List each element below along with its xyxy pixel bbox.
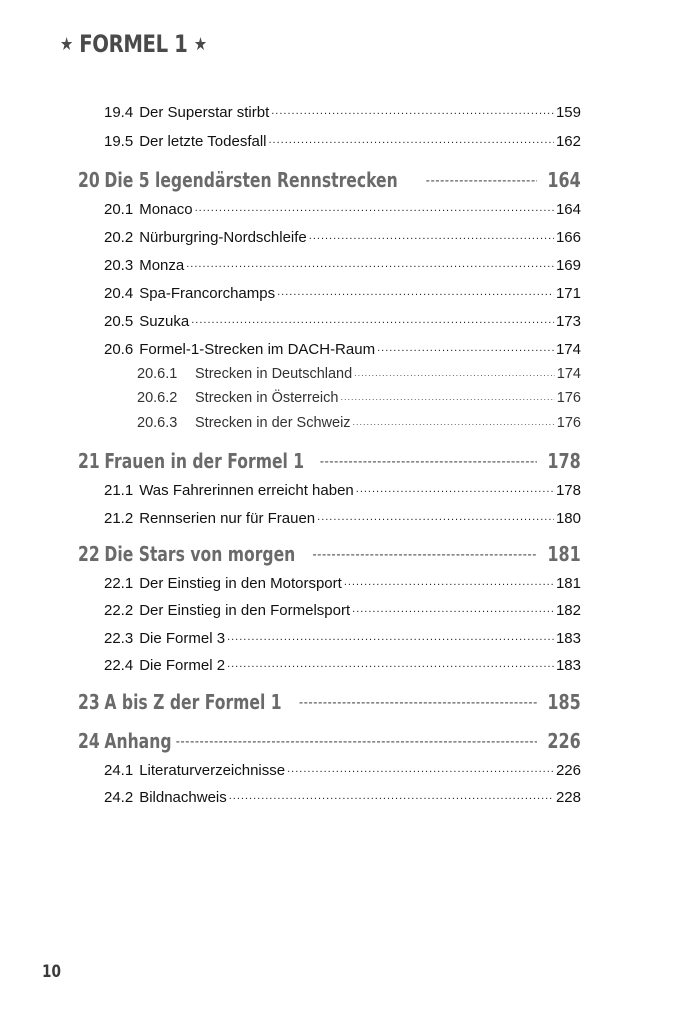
running-header <box>60 30 207 58</box>
toc-entry[interactable] <box>104 602 581 619</box>
dot-leader <box>186 259 554 270</box>
toc-title: Monza <box>139 257 185 274</box>
page-number: 10 <box>42 962 61 982</box>
toc-page: 176 <box>556 390 581 406</box>
toc-number: 21 <box>78 449 100 473</box>
toc-entry[interactable] <box>104 133 581 150</box>
toc-title: Der letzte Todesfall <box>139 133 267 150</box>
dot-leader <box>340 393 554 402</box>
toc-number: 19.4 <box>104 104 134 121</box>
star-icon: ★ <box>193 34 207 55</box>
toc-title: Die 5 legendärsten Rennstrecken <box>104 168 398 192</box>
toc-page: 185 <box>547 690 581 714</box>
toc-chapter[interactable] <box>78 729 581 753</box>
toc-subentry[interactable] <box>137 366 581 382</box>
toc-page: 226 <box>547 729 581 753</box>
toc-entry[interactable] <box>104 285 581 302</box>
toc-title: Der Superstar stirbt <box>139 104 270 121</box>
toc-page: 183 <box>555 630 581 647</box>
toc-page: 181 <box>547 542 581 566</box>
toc-title: Spa-Francorchamps <box>139 285 276 302</box>
book-title: FORMEL 1 <box>79 30 188 58</box>
dot-leader <box>227 659 554 670</box>
toc-number: 22.3 <box>104 630 134 647</box>
dot-leader <box>287 764 554 775</box>
toc-title: Der Einstieg in den Formelsport <box>139 602 351 619</box>
toc-number: 19.5 <box>104 133 134 150</box>
toc-title: Suzuka <box>139 313 190 330</box>
toc-number: 20.3 <box>104 257 134 274</box>
toc-entry[interactable] <box>104 762 581 779</box>
toc-chapter[interactable] <box>78 449 581 473</box>
toc-number: 20 <box>78 168 100 192</box>
toc-number: 24.1 <box>104 762 134 779</box>
toc-entry[interactable] <box>104 341 581 358</box>
toc-entry[interactable] <box>104 575 581 592</box>
dot-leader <box>344 577 554 588</box>
dot-leader <box>356 484 554 495</box>
toc-number: 23 <box>78 690 100 714</box>
dot-leader <box>176 736 537 748</box>
dot-leader <box>354 369 555 378</box>
toc-entry[interactable] <box>104 104 581 121</box>
chapter-label <box>78 729 171 753</box>
toc-page: 171 <box>555 285 581 302</box>
toc-number: 24 <box>78 729 100 753</box>
toc-page: 178 <box>547 449 581 473</box>
toc-title: A bis Z der Formel 1 <box>104 690 282 714</box>
toc-number: 20.1 <box>104 201 134 218</box>
chapter-label <box>78 690 282 714</box>
toc-title: Strecken in Deutschland <box>195 366 353 382</box>
toc-title: Nürburgring-Nordschleife <box>139 229 307 246</box>
toc-page: 178 <box>555 482 581 499</box>
toc-title: Der Einstieg in den Motorsport <box>139 575 342 592</box>
dot-leader <box>277 287 554 298</box>
toc-number: 20.5 <box>104 313 134 330</box>
toc-entry[interactable] <box>104 510 581 527</box>
toc-entry[interactable] <box>104 630 581 647</box>
toc-number: 20.6 <box>104 341 134 358</box>
toc-subentry[interactable] <box>137 390 581 406</box>
toc-page: 174 <box>556 366 581 382</box>
toc-title: Bildnachweis <box>139 789 227 806</box>
toc-page: 181 <box>555 575 581 592</box>
dot-leader <box>426 175 537 187</box>
toc-entry[interactable] <box>104 657 581 674</box>
toc-title: Die Formel 2 <box>139 657 226 674</box>
dot-leader <box>195 203 554 214</box>
toc-page: 164 <box>555 201 581 218</box>
toc-chapter[interactable] <box>78 690 581 714</box>
toc-number: 22 <box>78 542 100 566</box>
toc-title: Strecken in der Schweiz <box>195 415 351 431</box>
toc-page: 180 <box>555 510 581 527</box>
toc-number: 20.6.2 <box>137 390 178 406</box>
toc-page: 182 <box>555 602 581 619</box>
toc-page: 174 <box>555 341 581 358</box>
toc-title: Literaturverzeichnisse <box>139 762 286 779</box>
toc-entry[interactable] <box>104 229 581 246</box>
dot-leader <box>317 512 554 523</box>
star-icon: ★ <box>60 34 73 55</box>
toc-title: Was Fahrerinnen erreicht haben <box>139 482 354 499</box>
chapter-label <box>78 449 304 473</box>
toc-chapter[interactable] <box>78 542 581 566</box>
dot-leader <box>191 315 554 326</box>
toc-page: 228 <box>555 789 581 806</box>
toc-number: 20.4 <box>104 285 134 302</box>
toc-page: 176 <box>556 415 581 431</box>
dot-leader <box>299 697 537 709</box>
dot-leader <box>309 231 554 242</box>
toc-number: 22.2 <box>104 602 134 619</box>
toc-title: Monaco <box>139 201 193 218</box>
toc-page: 162 <box>555 133 581 150</box>
chapter-label <box>78 168 398 192</box>
toc-title: Frauen in der Formel 1 <box>104 449 305 473</box>
toc-page: 226 <box>555 762 581 779</box>
toc-entry[interactable] <box>104 313 581 330</box>
dot-leader <box>353 418 555 427</box>
dot-leader <box>377 343 554 354</box>
toc-page: 173 <box>555 313 581 330</box>
toc-page: 159 <box>555 104 581 121</box>
toc-number: 20.6.1 <box>137 366 178 382</box>
toc-title: Rennserien nur für Frauen <box>139 510 316 527</box>
toc-number: 22.4 <box>104 657 134 674</box>
toc-number: 20.2 <box>104 229 134 246</box>
toc-page: 164 <box>547 168 581 192</box>
toc-number: 21.2 <box>104 510 134 527</box>
toc-number: 22.1 <box>104 575 134 592</box>
toc-page: 169 <box>555 257 581 274</box>
toc-title: Die Formel 3 <box>139 630 226 647</box>
toc-page: 166 <box>555 229 581 246</box>
toc-title: Strecken in Österreich <box>195 390 339 406</box>
toc-entry[interactable] <box>104 789 581 806</box>
toc-chapter[interactable] <box>78 168 581 192</box>
dot-leader <box>271 106 554 117</box>
dot-leader <box>352 604 554 615</box>
toc-entry[interactable] <box>104 257 581 274</box>
toc-entry[interactable] <box>104 482 581 499</box>
toc-entry[interactable] <box>104 201 581 218</box>
dot-leader <box>229 791 554 802</box>
dot-leader <box>313 549 538 561</box>
dot-leader <box>227 632 554 643</box>
toc-title: Die Stars von morgen <box>104 542 296 566</box>
toc-title: Formel-1-Strecken im DACH-Raum <box>139 341 376 358</box>
toc-page: 183 <box>555 657 581 674</box>
dot-leader <box>269 135 554 146</box>
toc-number: 20.6.3 <box>137 415 178 431</box>
toc-title: Anhang <box>104 729 172 753</box>
toc-number: 24.2 <box>104 789 134 806</box>
toc-subentry[interactable] <box>137 415 581 431</box>
dot-leader <box>320 456 537 468</box>
chapter-label <box>78 542 295 566</box>
toc-number: 21.1 <box>104 482 134 499</box>
